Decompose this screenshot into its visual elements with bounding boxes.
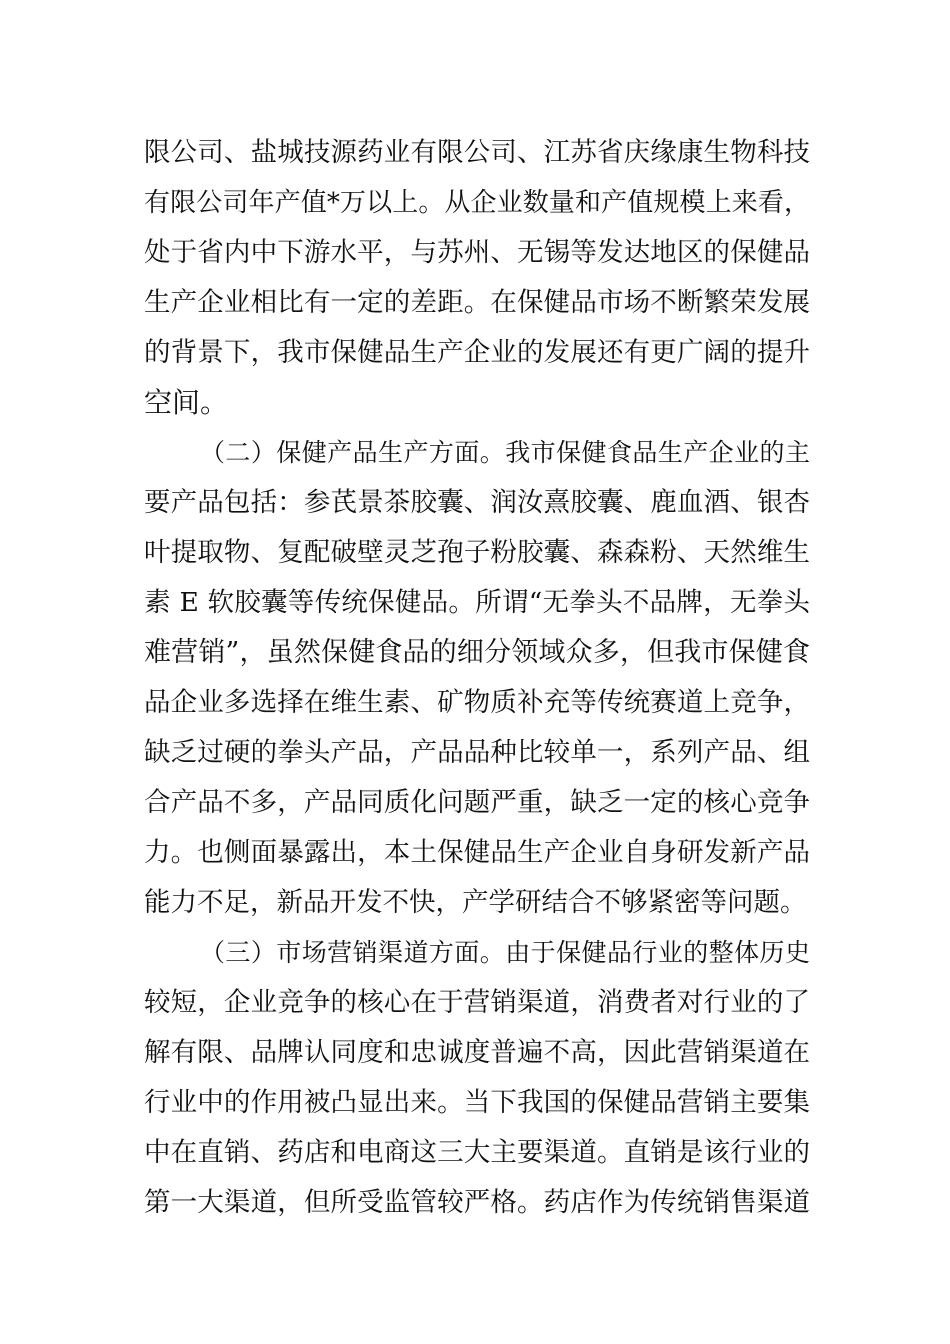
text-line: 较短，企业竞争的核心在于营销渠道，消费者对行业的了 — [144, 987, 810, 1018]
text-line: 品企业多选择在维生素、矿物质补充等传统赛道上竞争， — [144, 687, 810, 718]
paragraph-start-line: （三）市场营销渠道方面。由于保健品行业的整体历史 — [200, 938, 810, 967]
text-line: 空间。 — [144, 386, 229, 419]
text-line: 合产品不多，产品同质化问题严重，缺乏一定的核心竞争 — [144, 787, 810, 818]
text-line: 限公司、盐城技源药业有限公司、江苏省庆缘康生物科技 — [144, 137, 810, 168]
text-line: 第一大渠道，但所受监管较严格。药店作为传统销售渠道 — [144, 1187, 810, 1218]
text-line: 力。也侧面暴露出，本土保健品生产企业自身研发新产品 — [144, 837, 810, 868]
text-line: 行业中的作用被凸显出来。当下我国的保健品营销主要集 — [144, 1087, 810, 1118]
paragraph-start-line: （二）保健产品生产方面。我市保健食品生产企业的主 — [200, 438, 810, 467]
text-line: 处于省内中下游水平，与苏州、无锡等发达地区的保健品 — [144, 237, 810, 268]
body-text — [144, 128, 810, 1228]
text-line: 生产企业相比有一定的差距。在保健品市场不断繁荣发展 — [144, 287, 810, 318]
text-line: 中在直销、药店和电商这三大主要渠道。直销是该行业的 — [144, 1137, 810, 1168]
text-line: 素 E 软胶囊等传统保健品。所谓“无拳头不品牌，无拳头 — [144, 587, 810, 618]
text-line: 有限公司年产值*万以上。从企业数量和产值规模上来看， — [144, 188, 810, 218]
text-line: 解有限、品牌认同度和忠诚度普遍不高，因此营销渠道在 — [144, 1037, 810, 1068]
text-line: 叶提取物、复配破壁灵芝孢子粉胶囊、森森粉、天然维生 — [144, 537, 810, 568]
text-line: 的背景下，我市保健品生产企业的发展还有更广阔的提升 — [144, 337, 810, 368]
text-line: 难营销”，虽然保健食品的细分领域众多，但我市保健食 — [144, 637, 810, 668]
text-line: 能力不足，新品开发不快，产学研结合不够紧密等问题。 — [144, 887, 807, 918]
text-line: 要产品包括：参芪景茶胶囊、润汝熹胶囊、鹿血酒、银杏 — [144, 487, 810, 518]
text-line: 缺乏过硬的拳头产品，产品品种比较单一，系列产品、组 — [144, 737, 810, 768]
